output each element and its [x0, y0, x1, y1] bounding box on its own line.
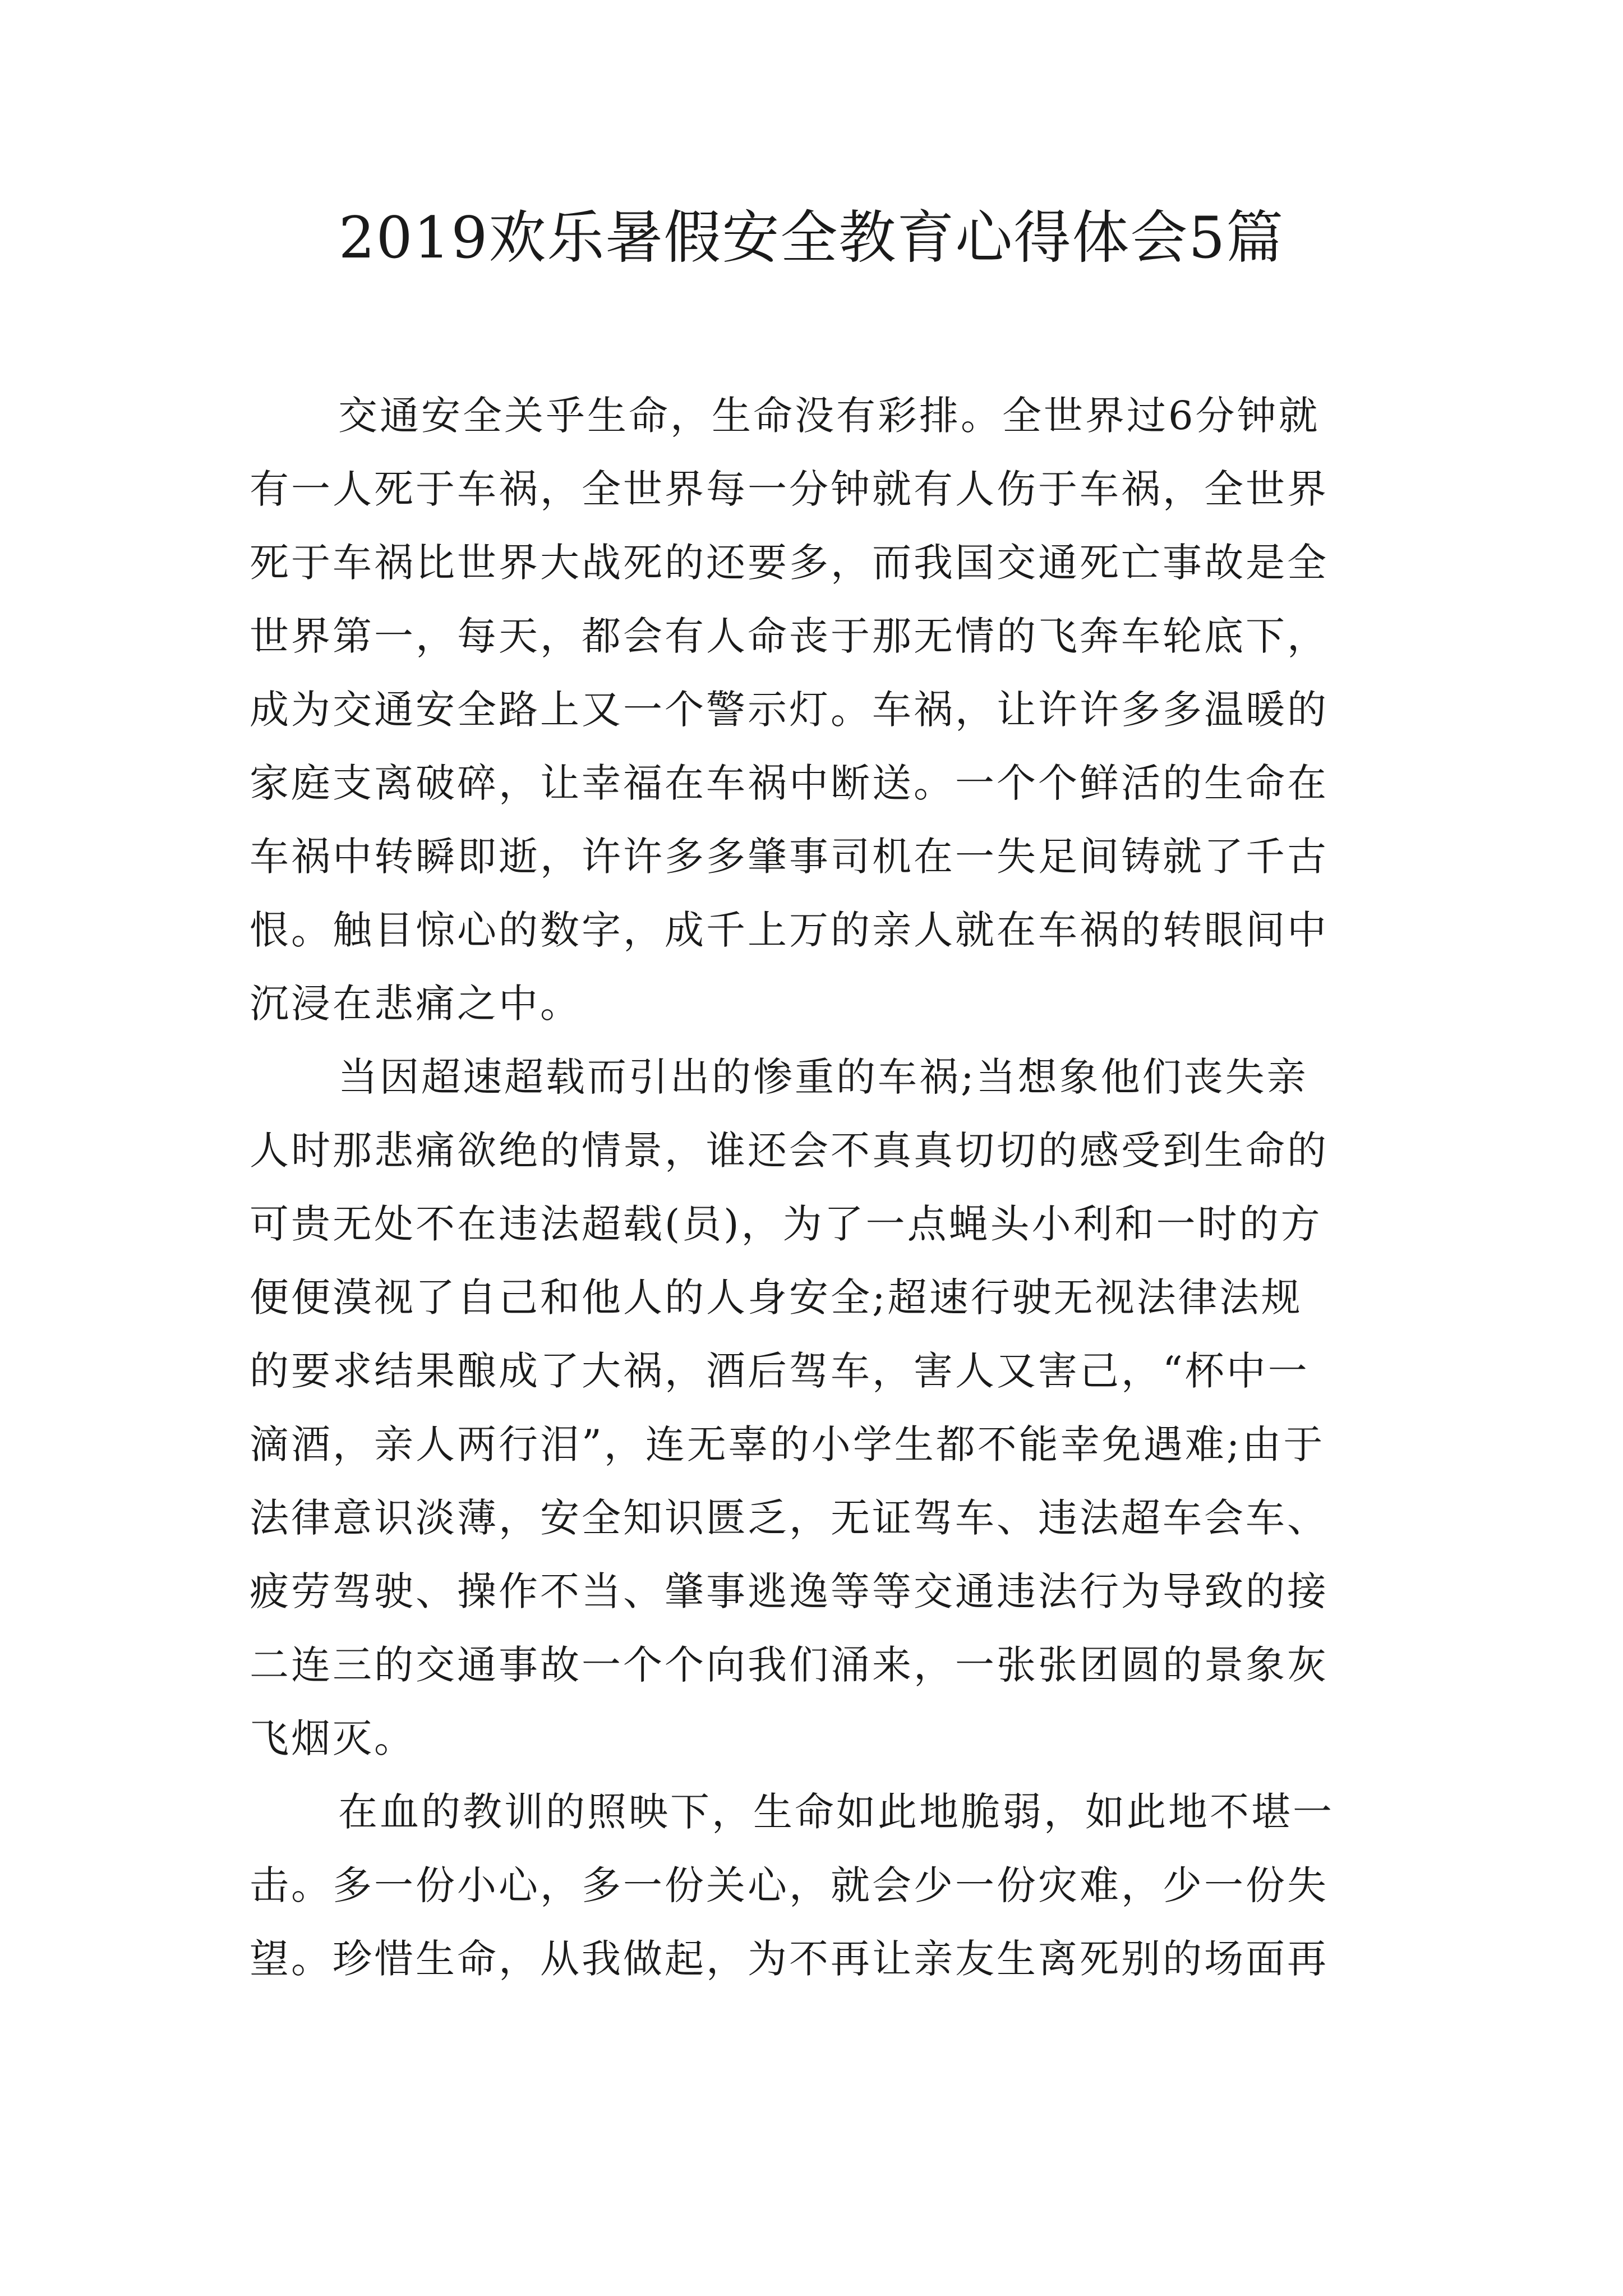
paragraph-line: 有一人死于车祸，全世界每一分钟就有人伤于车祸，全世界 [250, 466, 1329, 512]
paragraph-line: 交通安全关乎生命，生命没有彩排。全世界过6分钟就 [338, 393, 1320, 439]
paragraph-line: 二连三的交通事故一个个向我们涌来，一张张团圆的景象灰 [250, 1642, 1329, 1688]
paragraph-line: 滴酒，亲人两行泪”，连无辜的小学生都不能幸免遇难;由于 [250, 1421, 1325, 1467]
paragraph-line: 恨。触目惊心的数字，成千上万的亲人就在车祸的转眼间中 [250, 907, 1329, 953]
paragraph-3 [250, 1775, 1399, 1996]
paragraph-line: 世界第一，每天，都会有人命丧于那无情的飞奔车轮底下， [250, 613, 1329, 659]
paragraph-line: 沉浸在悲痛之中。 [250, 981, 582, 1027]
paragraph-line: 车祸中转瞬即逝，许许多多肇事司机在一失足间铸就了千古 [250, 834, 1329, 880]
document-body [250, 379, 1399, 1996]
paragraph-line: 击。多一份小心，多一份关心，就会少一份灾难，少一份失 [250, 1862, 1329, 1908]
paragraph-line: 当因超速超载而引出的惨重的车祸;当想象他们丧失亲 [338, 1054, 1308, 1100]
paragraph-line: 的要求结果酿成了大祸，酒后驾车，害人又害己，“杯中一 [250, 1348, 1310, 1394]
paragraph-line: 成为交通安全路上又一个警示灯。车祸，让许许多多温暖的 [250, 687, 1329, 733]
paragraph-2 [250, 1041, 1399, 1775]
paragraph-line: 死于车祸比世界大战死的还要多，而我国交通死亡事故是全 [250, 540, 1329, 586]
paragraph-line: 法律意识淡薄，安全知识匮乏，无证驾车、违法超车会车、 [250, 1495, 1329, 1541]
paragraph-line: 飞烟灭。 [250, 1715, 416, 1761]
paragraph-line: 望。珍惜生命，从我做起，为不再让亲友生离死别的场面再 [250, 1936, 1329, 1982]
paragraph-line: 疲劳驾驶、操作不当、肇事逃逸等等交通违法行为导致的接 [250, 1568, 1329, 1614]
document-title: 2019欢乐暑假安全教育心得体会5篇 [338, 205, 1285, 272]
paragraph-line: 人时那悲痛欲绝的情景，谁还会不真真切切的感受到生命的 [250, 1128, 1329, 1174]
paragraph-1 [250, 379, 1399, 1041]
paragraph-line: 在血的教训的照映下，生命如此地脆弱，如此地不堪一 [338, 1789, 1334, 1835]
paragraph-line: 家庭支离破碎，让幸福在车祸中断送。一个个鲜活的生命在 [250, 760, 1329, 806]
paragraph-line: 便便漠视了自己和他人的人身安全;超速行驶无视法律法规 [250, 1274, 1303, 1320]
paragraph-line: 可贵无处不在违法超载(员)，为了一点蝇头小利和一时的方 [250, 1201, 1322, 1247]
